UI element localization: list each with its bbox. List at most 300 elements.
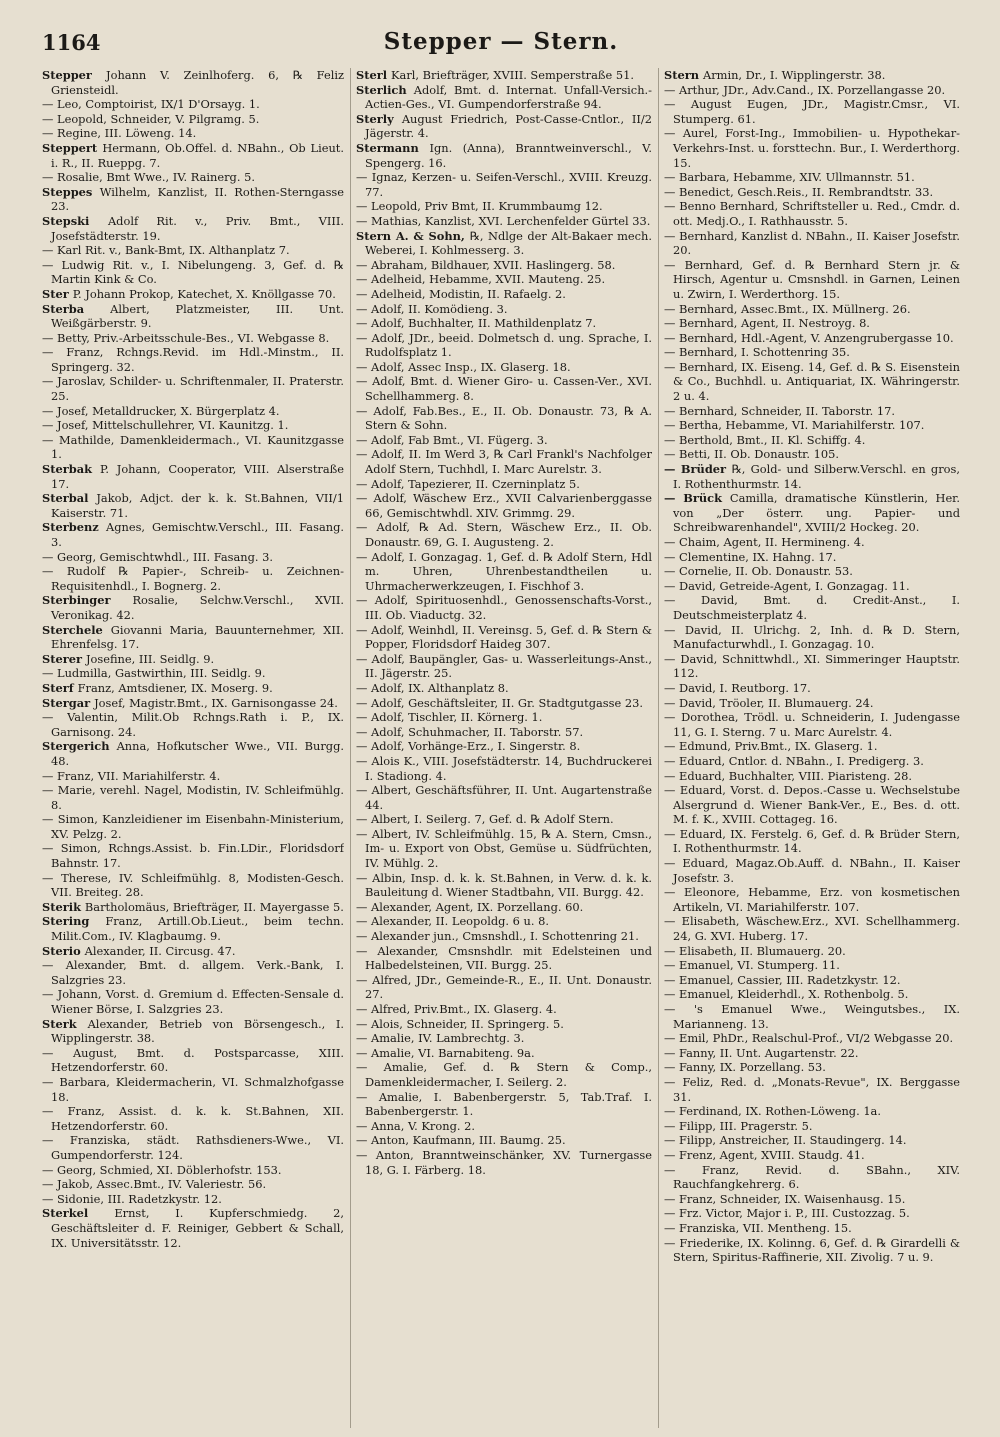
entry-text: — Bertha, Hebamme, VI. Mariahilferstr. 107.: [664, 418, 925, 433]
directory-entry: [42, 68, 344, 97]
entry-text: — Alfred, JDr., Gemeinde-R., E., II. Unt. Donaustr. 27.: [356, 972, 652, 1002]
entry-text: — Filipp, Anstreicher, II. Staudingerg. 14.: [664, 1133, 907, 1148]
entry-text: — Therese, IV. Schleifmühlg. 8, Modisten-Gesch. VII. Breiteg. 28.: [42, 870, 344, 900]
directory-entry: [664, 1206, 960, 1221]
entry-text: — Josef, Mittelschullehrer, VI. Kaunitzg. 1.: [42, 418, 289, 433]
directory-entry: [664, 579, 960, 594]
entry-text: — Franziska, städt. Rathsdieners-Wwe., VI. Gumpendorferstr. 124.: [42, 1133, 344, 1162]
directory-entry: [356, 199, 652, 214]
entry-text: Rosalie, Selchw.Verschl., XVII. Veronikag. 42.: [51, 593, 344, 622]
entry-text: — Berthold, Bmt., II. Kl. Schiffg. 4.: [664, 432, 866, 447]
directory-entry: [664, 623, 960, 652]
entry-surname: Sterbak: [42, 462, 101, 477]
entry-text: — Benedict, Gesch.Reis., II. Rembrandtstr. 33.: [664, 184, 934, 199]
entry-text: — Adolf, Schuhmacher, II. Taborstr. 57.: [356, 724, 584, 739]
directory-entry: [42, 666, 344, 681]
entry-text: — Adolf, II. Im Werd 3, ℞ Carl Frankl's Nachfolger Adolf Stern, Tuchhdl, I. Marc Aurelstr. 3.: [356, 447, 652, 477]
entry-text: — Emil, PhDr., Realschul-Prof., VI/2 Webgasse 20.: [664, 1031, 954, 1046]
entry-text: Adolf Rit. v., Priv. Bmt., VIII. Josefstädterstr. 19.: [51, 213, 344, 243]
directory-entry: [42, 841, 344, 870]
entry-text: — Leo, Comptoirist, IX/1 D'Orsayg. 1.: [42, 97, 260, 112]
directory-entry: [664, 229, 960, 258]
directory-columns: [42, 68, 960, 1428]
directory-entry: [356, 1148, 652, 1177]
entry-surname: Sterf: [42, 680, 78, 695]
directory-entry: [42, 550, 344, 565]
directory-entry: [42, 696, 344, 711]
directory-entry: [42, 739, 344, 768]
directory-entry: [664, 593, 960, 622]
entry-text: — Amalie, Gef. d. ℞ Stern & Comp., Damenkleidermacher, I. Seilerg. 2.: [356, 1060, 652, 1089]
directory-entry: [664, 433, 960, 448]
directory-entry: [42, 112, 344, 127]
entry-text: Bartholomäus, Briefträger, II. Mayergasse 5.: [84, 899, 344, 914]
directory-entry: [664, 1192, 960, 1207]
entry-text: — Bernhard, Kanzlist d. NBahn., II. Kaiser Josefstr. 20.: [664, 228, 960, 258]
entry-text: — Albin, Insp. d. k. k. St.Bahnen, in Verw. d. k. k. Bauleitung d. Wiener Stadtbahn, VII. Burgg. 42.: [356, 870, 652, 900]
directory-entry: [356, 141, 652, 170]
entry-text: — Elisabeth, II. Blumauerg. 20.: [664, 943, 846, 958]
entry-text: ℞, Ndlge der Alt-Bakaer mech. Weberei, I. Kohlmesserg. 3.: [365, 228, 652, 258]
directory-entry: [664, 958, 960, 973]
entry-text: — August Eugen, JDr., Magistr.Cmsr., VI. Stumperg. 61.: [664, 97, 960, 126]
directory-entry: [356, 973, 652, 1002]
entry-surname: Stern A. & Sohn,: [356, 228, 470, 243]
directory-entry: [356, 550, 652, 594]
entry-text: — Eduard, Buchhalter, VIII. Piaristeng. 28.: [664, 768, 912, 783]
entry-surname: Sterly: [356, 111, 402, 126]
directory-entry: [42, 345, 344, 374]
directory-entry: [356, 83, 652, 112]
entry-text: Karl, Briefträger, XVIII. Semperstraße 51.: [391, 68, 634, 82]
directory-entry: [42, 185, 344, 214]
entry-text: — Sidonie, III. Radetzkystr. 12.: [42, 1191, 222, 1206]
entry-text: — Alois, Schneider, II. Springerg. 5.: [356, 1016, 564, 1031]
entry-text: — Frenz, Agent, XVIII. Staudg. 41.: [664, 1147, 865, 1162]
directory-entry: [356, 725, 652, 740]
entry-text: — Adolf, Buchhalter, II. Mathildenplatz 7.: [356, 316, 597, 331]
directory-entry: [356, 871, 652, 900]
entry-text: — Adolf, Fab Bmt., VI. Fügerg. 3.: [356, 432, 548, 447]
directory-entry: [356, 316, 652, 331]
entry-surname: Stergar: [42, 695, 95, 710]
entry-text: Giovanni Maria, Bauunternehmer, XII. Ehrenfelsg. 17.: [51, 622, 344, 652]
directory-entry: [356, 754, 652, 783]
directory-entry: [356, 652, 652, 681]
directory-entry: [664, 1119, 960, 1134]
directory-entry: [356, 696, 652, 711]
directory-entry: [42, 141, 344, 170]
directory-entry: [42, 710, 344, 739]
entry-text: — Edmund, Priv.Bmt., IX. Glaserg. 1.: [664, 739, 878, 754]
entry-text: Johann V. Zeinlhoferg. 6, ℞ Feliz Griensteidl.: [51, 68, 344, 97]
entry-text: Anna, Hofkutscher Wwe., VII. Burgg. 48.: [51, 739, 344, 768]
directory-entry: [356, 929, 652, 944]
directory-entry: [664, 302, 960, 317]
entry-text: — Adolf, Tapezierer, II. Czerninplatz 5.: [356, 476, 580, 491]
entry-text: — Franz, Revid. d. SBahn., XIV. Rauchfangkehrerg. 6.: [664, 1162, 960, 1192]
column-right: [658, 68, 960, 1428]
directory-entry: [356, 374, 652, 403]
directory-entry: [356, 112, 652, 141]
directory-entry: [664, 447, 960, 462]
directory-entry: [42, 1206, 344, 1250]
entry-text: — Ignaz, Kerzen- u. Seifen-Verschl., XVIII. Kreuzg. 77.: [356, 170, 652, 199]
entry-surname: Sterlich: [356, 82, 414, 97]
directory-entry: [664, 126, 960, 170]
directory-entry: [42, 623, 344, 652]
directory-entry: [664, 783, 960, 827]
entry-text: — Frz. Victor, Major i. P., III. Custozzag. 5.: [664, 1206, 910, 1221]
entry-text: Armin, Dr., I. Wipplingerstr. 38.: [702, 68, 886, 82]
directory-entry: [42, 287, 344, 302]
directory-entry: [356, 520, 652, 549]
directory-entry: [42, 1177, 344, 1192]
directory-entry: [42, 331, 344, 346]
directory-entry: [356, 914, 652, 929]
directory-entry: [356, 170, 652, 199]
entry-text: — Bernhard, Gef. d. ℞ Bernhard Stern jr. & Hirsch, Agentur u. Cmsnshdl. in Garnen, Leinen u. Zwirn, I. Werderthorg. 15.: [664, 257, 960, 301]
directory-entry: [356, 433, 652, 448]
entry-text: — Aurel, Forst-Ing., Immobilien- u. Hypothekar-Verkehrs-Inst. u. forsttechn. Bur., I. Werderthorg. 15.: [664, 126, 960, 170]
entry-text: — David, Schnittwhdl., XI. Simmeringer Hauptstr. 112.: [664, 651, 960, 681]
entry-surname: Sterer: [42, 651, 86, 666]
directory-entry: [42, 564, 344, 593]
entry-text: Franz, Artill.Ob.Lieut., beim techn. Milit.Com., IV. Klagbaumg. 9.: [51, 914, 344, 944]
directory-entry: [664, 739, 960, 754]
entry-text: — Adolf, Tischler, II. Körnerg. 1.: [356, 710, 543, 725]
directory-entry: [664, 331, 960, 346]
directory-entry: [356, 900, 652, 915]
running-title: Stepper — Stern.: [383, 28, 619, 55]
entry-text: — Rudolf ℞ Papier-, Schreib- u. Zeichnen-Requisitenhdl., I. Bognerg. 2.: [42, 564, 344, 593]
column-left: [42, 68, 344, 1428]
entry-text: — Chaim, Agent, II. Hermineng. 4.: [664, 535, 865, 549]
entry-text: — Mathilde, Damenkleidermach., VI. Kaunitzgasse 1.: [42, 432, 344, 462]
entry-text: — Eduard, Magaz.Ob.Auff. d. NBahn., II. Kaiser Josefstr. 3.: [664, 856, 960, 885]
directory-entry: [42, 462, 344, 491]
entry-text: — Adolf, Assec Insp., IX. Glaserg. 18.: [356, 359, 571, 374]
directory-entry: [356, 1017, 652, 1032]
directory-entry: [42, 214, 344, 243]
entry-text: — Amalie, I. Babenbergerstr. 5, Tab.Traf. I. Babenbergerstr. 1.: [356, 1089, 652, 1119]
entry-text: — August, Bmt. d. Postsparcasse, XIII. Hetzendorferstr. 60.: [42, 1045, 344, 1075]
entry-text: — Adolf, Vorhänge-Erz., I. Singerstr. 8.: [356, 739, 581, 754]
entry-surname: Sterio: [42, 943, 85, 958]
entry-text: — Albert, Geschäftsführer, II. Unt. Augartenstraße 44.: [356, 783, 652, 812]
entry-surname: Sterbal: [42, 491, 97, 506]
entry-text: — Ludwig Rit. v., I. Nibelungeng. 3, Gef. d. ℞ Martin Kink & Co.: [42, 257, 344, 287]
directory-entry: [664, 550, 960, 565]
directory-entry: [664, 827, 960, 856]
entry-text: — Betti, II. Ob. Donaustr. 105.: [664, 447, 839, 462]
entry-text: Jakob, Adjct. der k. k. St.Bahnen, VII/1 Kaiserstr. 71.: [51, 491, 344, 520]
directory-entry: [664, 83, 960, 98]
directory-entry: [664, 1046, 960, 1061]
entry-text: — David, II. Ulrichg. 2, Inh. d. ℞ D. Stern, Manufacturwhdl., I. Gonzagag. 10.: [664, 622, 960, 652]
entry-text: — Johann, Vorst. d. Gremium d. Effecten-Sensale d. Wiener Börse, I. Salzgries 23.: [42, 987, 344, 1016]
directory-entry: [664, 170, 960, 185]
entry-text: — Alfred, Priv.Bmt., IX. Glaserg. 4.: [356, 1002, 557, 1016]
directory-entry: [356, 1133, 652, 1148]
entry-text: — Valentin, Milit.Ob Rchngs.Rath i. P., IX. Garnisong. 24.: [42, 710, 344, 739]
directory-entry: [664, 1133, 960, 1148]
entry-text: — Rosalie, Bmt Wwe., IV. Rainerg. 5.: [42, 170, 255, 185]
directory-entry: [356, 302, 652, 317]
entry-text: — Simon, Rchngs.Assist. b. Fin.LDir., Floridsdorf Bahnstr. 17.: [42, 841, 344, 871]
directory-entry: [356, 258, 652, 273]
entry-text: — David, Bmt. d. Credit-Anst., I. Deutschmeisterplatz 4.: [664, 593, 960, 622]
directory-entry: [664, 1002, 960, 1031]
entry-text: — Bernhard, I. Schottenring 35.: [664, 345, 850, 360]
entry-text: — Franz, Rchngs.Revid. im Hdl.-Minstm., II. Springerg. 32.: [42, 345, 344, 374]
entry-text: — Cornelie, II. Ob. Donaustr. 53.: [664, 564, 853, 579]
directory-entry: [42, 871, 344, 900]
entry-text: — Adolf, I. Gonzagag. 1, Gef. d. ℞ Adolf Stern, Hdl m. Uhren, Uhrenbestandtheilen u. Uhrmacherwerkzeugen, I. Fischhof 3.: [356, 549, 652, 593]
entry-text: — Adolf, Bmt. d. Wiener Giro- u. Cassen-Ver., XVI. Schellhammerg. 8.: [356, 374, 652, 404]
directory-entry: [664, 535, 960, 550]
entry-text: — David, Getreide-Agent, I. Gonzagag. 11.: [664, 578, 910, 593]
entry-text: — Anna, V. Krong. 2.: [356, 1118, 475, 1133]
entry-text: Camilla, dramatische Künstlerin, Her. von „Der österr. ung. Papier- und Schreibwarenhandel", XVIII/2 Hockeg. 20.: [673, 491, 960, 535]
directory-entry: [356, 477, 652, 492]
directory-entry: [42, 652, 344, 667]
entry-text: — Bernhard, Hdl.-Agent, V. Anzengrubergasse 10.: [664, 330, 954, 345]
entry-text: — Adolf, II. Komödieng. 3.: [356, 301, 508, 316]
entry-text: — Adolf, Geschäftsleiter, II. Gr. Stadtgutgasse 23.: [356, 695, 643, 710]
directory-entry: [42, 1192, 344, 1207]
entry-text: — Franz, Schneider, IX. Waisenhausg. 15.: [664, 1191, 906, 1206]
directory-entry: [356, 447, 652, 476]
directory-entry: [42, 1075, 344, 1104]
entry-surname: — Brück: [664, 491, 730, 506]
entry-text: — Ferdinand, IX. Rothen-Löweng. 1a.: [664, 1104, 881, 1119]
directory-entry: [664, 1031, 960, 1046]
directory-entry: [664, 1104, 960, 1119]
entry-surname: Sterbinger: [42, 593, 133, 608]
entry-surname: Sterkel: [42, 1206, 115, 1221]
directory-entry: [356, 1119, 652, 1134]
entry-text: — Eduard, Cntlor. d. NBahn., I. Predigerg. 3.: [664, 753, 924, 768]
directory-entry: [664, 944, 960, 959]
directory-entry: [356, 1002, 652, 1017]
entry-surname: Steppes: [42, 184, 100, 199]
entry-text: — Eduard, Vorst. d. Depos.-Casse u. Wechselstube Alsergrund d. Wiener Bank-Ver., E., Bes. d. ott. M. f. K., XVIII. Cottageg. 16.: [664, 783, 960, 827]
entry-text: — David, I. Reutborg. 17.: [664, 680, 811, 695]
directory-entry: [356, 1060, 652, 1089]
entry-text: Josefine, III. Seidlg. 9.: [85, 651, 215, 666]
entry-text: — Betty, Priv.-Arbeitsschule-Bes., VI. Webgasse 8.: [42, 330, 330, 345]
entry-surname: Ster: [42, 286, 73, 301]
directory-entry: [356, 623, 652, 652]
entry-text: — Barbara, Kleidermacherin, VI. Schmalzhofgasse 18.: [42, 1074, 344, 1104]
entry-text: — Amalie, VI. Barnabiteng. 9a.: [356, 1045, 535, 1060]
directory-entry: [42, 302, 344, 331]
entry-surname: Stern: [664, 68, 703, 82]
entry-text: — Adolf, IX. Althanplatz 8.: [356, 680, 509, 695]
entry-text: — Bernhard, Agent, II. Nestroyg. 8.: [664, 316, 870, 331]
directory-entry: [664, 97, 960, 126]
directory-entry: [356, 827, 652, 871]
entry-text: — Franz, Assist. d. k. k. St.Bahnen, XII. Hetzendorferstr. 60.: [42, 1104, 344, 1133]
entry-text: — Anton, Branntweinschänker, XV. Turnergasse 18, G. I. Färberg. 18.: [356, 1147, 652, 1177]
entry-surname: Stermann: [356, 140, 430, 155]
entry-text: — Bernhard, Schneider, II. Taborstr. 17.: [664, 403, 896, 418]
directory-entry: [42, 783, 344, 812]
entry-text: — Abraham, Bildhauer, XVII. Haslingerg. 58.: [356, 257, 616, 272]
entry-surname: — Brüder: [664, 462, 732, 477]
entry-text: — Emanuel, Cassier, III. Radetzkystr. 12.: [664, 972, 901, 987]
entry-surname: Sterba: [42, 301, 111, 316]
entry-text: — Fanny, II. Unt. Augartenstr. 22.: [664, 1045, 859, 1060]
directory-entry: [42, 1017, 344, 1046]
entry-text: Alexander, Betrieb von Börsengesch., I. Wipplingerstr. 38.: [51, 1016, 344, 1046]
directory-entry: [356, 331, 652, 360]
entry-text: — Feliz, Red. d. „Monats-Revue", IX. Berggasse 31.: [664, 1074, 960, 1104]
directory-entry: [664, 696, 960, 711]
directory-entry: [664, 316, 960, 331]
directory-entry: [664, 345, 960, 360]
directory-entry: [42, 914, 344, 943]
directory-entry: [356, 710, 652, 725]
directory-entry: [42, 170, 344, 185]
entry-surname: Sterk: [42, 1016, 88, 1031]
entry-text: — Elisabeth, Wäschew.Erz., XVI. Schellhammerg. 24, G. XVI. Huberg. 17.: [664, 914, 960, 944]
directory-entry: [356, 404, 652, 433]
entry-text: August Friedrich, Post-Casse-Cntlor., II/2 Jägerstr. 4.: [365, 111, 652, 141]
entry-text: — Adelheid, Modistin, II. Rafaelg. 2.: [356, 286, 566, 301]
directory-entry: [42, 944, 344, 959]
directory-entry: [356, 214, 652, 229]
directory-entry: [664, 491, 960, 535]
entry-text: P. Johann Prokop, Katechet, X. Knöllgasse 70.: [72, 286, 336, 301]
directory-entry: [664, 1236, 960, 1265]
entry-text: — Adolf, Wäschew Erz., XVII Calvarienberggasse 66, Gemischtwhdl. XIV. Grimmg. 29.: [356, 491, 652, 520]
entry-text: — Eduard, IX. Ferstelg. 6, Gef. d. ℞ Brüder Stern, I. Rothenthurmstr. 14.: [664, 826, 960, 856]
directory-entry: [42, 243, 344, 258]
directory-entry: [356, 593, 652, 622]
entry-surname: Sterl: [356, 68, 392, 82]
entry-text: — Ludmilla, Gastwirthin, III. Seidlg. 9.: [42, 666, 266, 681]
entry-text: — Franz, VII. Mariahilferstr. 4.: [42, 768, 221, 783]
directory-entry: [356, 812, 652, 827]
directory-entry: [664, 418, 960, 433]
directory-entry: [42, 1163, 344, 1178]
entry-text: — Adolf, Fab.Bes., E., II. Ob. Donaustr. 73, ℞ A. Stern & Sohn.: [356, 403, 652, 433]
entry-text: — Adolf, Baupängler, Gas- u. Wasserleitungs-Anst., II. Jägerstr. 25.: [356, 651, 652, 681]
entry-text: — Albert, I. Seilerg. 7, Gef. d. ℞ Adolf Stern.: [356, 812, 614, 827]
directory-entry: [664, 360, 960, 404]
entry-surname: Steppert: [42, 140, 103, 155]
entry-text: — Adolf, JDr., beeid. Dolmetsch d. ung. Sprache, I. Rudolfsplatz 1.: [356, 330, 652, 360]
directory-entry: [664, 1148, 960, 1163]
entry-text: Adolf, Bmt. d. Internat. Unfall-Versich.-Actien-Ges., VI. Gumpendorferstraße 94.: [365, 82, 652, 112]
entry-text: — Eleonore, Hebamme, Erz. von kosmetischen Artikeln, VI. Mariahilferstr. 107.: [664, 885, 960, 914]
entry-text: — Emanuel, VI. Stumperg. 11.: [664, 958, 840, 973]
directory-entry: [664, 199, 960, 228]
directory-entry: [42, 491, 344, 520]
entry-text: — Bernhard, Assec.Bmt., IX. Müllnerg. 26.: [664, 301, 911, 316]
entry-text: Franz, Amtsdiener, IX. Moserg. 9.: [77, 680, 273, 695]
entry-text: — Alexander, Agent, IX. Porzellang. 60.: [356, 899, 584, 914]
directory-entry: [356, 229, 652, 258]
entry-text: P. Johann, Cooperator, VIII. Alserstraße 17.: [51, 462, 344, 491]
entry-text: — Regine, III. Löweng. 14.: [42, 126, 197, 141]
directory-entry: [42, 97, 344, 112]
directory-entry: [664, 914, 960, 943]
directory-entry: [664, 1075, 960, 1104]
directory-entry: [42, 374, 344, 403]
entry-text: — Albert, IV. Schleifmühlg. 15, ℞ A. Stern, Cmsn., Im- u. Export von Obst, Gemüse u. Südfrüchten, IV. Mühlg. 2.: [356, 826, 652, 871]
entry-text: — Bernhard, IX. Eiseng. 14, Gef. d. ℞ S. Eisenstein & Co., Buchhdl. u. Antiquariat, IX. Währingerstr. 2 u. 4.: [664, 359, 960, 404]
entry-text: — Adelheid, Hebamme, XVII. Mauteng. 25.: [356, 272, 606, 287]
directory-entry: [356, 287, 652, 302]
entry-text: — Benno Bernhard, Schriftsteller u. Red., Cmdr. d. ott. Medj.O., I. Rathhausstr. 5.: [664, 199, 960, 228]
directory-entry: [42, 681, 344, 696]
entry-surname: Stering: [42, 914, 106, 929]
directory-entry: [42, 900, 344, 915]
directory-entry: [356, 491, 652, 520]
directory-entry: [356, 360, 652, 375]
directory-entry: [664, 68, 960, 83]
entry-text: Albert, Platzmeister, III. Unt. Weißgärberstr. 9.: [51, 301, 344, 331]
entry-text: Josef, Magistr.Bmt., IX. Garnisongasse 24.: [94, 695, 338, 710]
directory-entry: [664, 710, 960, 739]
entry-text: — Amalie, IV. Lambrechtg. 3.: [356, 1031, 525, 1046]
directory-entry: [664, 856, 960, 885]
entry-text: — Leopold, Schneider, V. Pilgramg. 5.: [42, 111, 260, 126]
directory-entry: [42, 404, 344, 419]
directory-entry: [356, 783, 652, 812]
entry-text: — Dorothea, Trödl. u. Schneiderin, I. Judengasse 11, G. I. Sterng. 7 u. Marc Aurelstr. 4.: [664, 710, 960, 739]
entry-text: — Simon, Kanzleidiener im Eisenbahn-Ministerium, XV. Pelzg. 2.: [42, 812, 344, 841]
directory-entry: [664, 681, 960, 696]
entry-surname: Sterbenz: [42, 520, 106, 535]
entry-text: — Anton, Kaufmann, III. Baumg. 25.: [356, 1133, 566, 1148]
directory-entry: [664, 987, 960, 1002]
directory-entry: [42, 418, 344, 433]
directory-entry: [664, 462, 960, 491]
directory-entry: [42, 769, 344, 784]
entry-text: Ernst, I. Kupferschmiedg. 2, Geschäftsleiter d. F. Reiniger, Gebbert & Schall, IX. Universitätsstr. 12.: [51, 1206, 344, 1250]
entry-text: Wilhelm, Kanzlist, II. Rothen-Sterngasse 23.: [51, 184, 344, 214]
entry-text: — Clementine, IX. Hahng. 17.: [664, 549, 837, 564]
entry-text: — Franziska, VII. Mentheng. 15.: [664, 1220, 852, 1235]
entry-text: — Alexander, Bmt. d. allgem. Verk.-Bank, I. Salzgries 23.: [42, 958, 344, 987]
entry-text: — Filipp, III. Pragerstr. 5.: [664, 1118, 813, 1133]
directory-entry: [664, 185, 960, 200]
directory-entry: [356, 1031, 652, 1046]
directory-entry: [664, 652, 960, 681]
entry-text: — Karl Rit. v., Bank-Bmt, IX. Althanplatz 7.: [42, 243, 290, 258]
entry-text: Hermann, Ob.Offel. d. NBahn., Ob Lieut. i. R., II. Rueppg. 7.: [51, 140, 344, 170]
directory-entry: [42, 126, 344, 141]
directory-entry: [664, 564, 960, 579]
directory-entry: [664, 1221, 960, 1236]
directory-entry: [664, 1163, 960, 1192]
directory-entry: [664, 258, 960, 302]
page-number: 1164: [42, 30, 101, 55]
directory-entry: [664, 973, 960, 988]
entry-text: — Barbara, Hebamme, XIV. Ullmannstr. 51.: [664, 170, 915, 185]
entry-text: Agnes, Gemischtw.Verschl., III. Fasang. 3.: [51, 520, 344, 549]
entry-text: — Friederike, IX. Kolinng. 6, Gef. d. ℞ Girardelli & Stern, Spiritus-Raffinerie, XII. Zivolig. 7 u. 9.: [664, 1235, 960, 1265]
directory-entry: [664, 754, 960, 769]
entry-surname: Sterchele: [42, 622, 111, 637]
directory-entry: [42, 433, 344, 462]
entry-text: — Adolf, Spirituosenhdl., Genossenschafts-Vorst., III. Ob. Viaductg. 32.: [356, 593, 652, 622]
directory-entry: [356, 1090, 652, 1119]
